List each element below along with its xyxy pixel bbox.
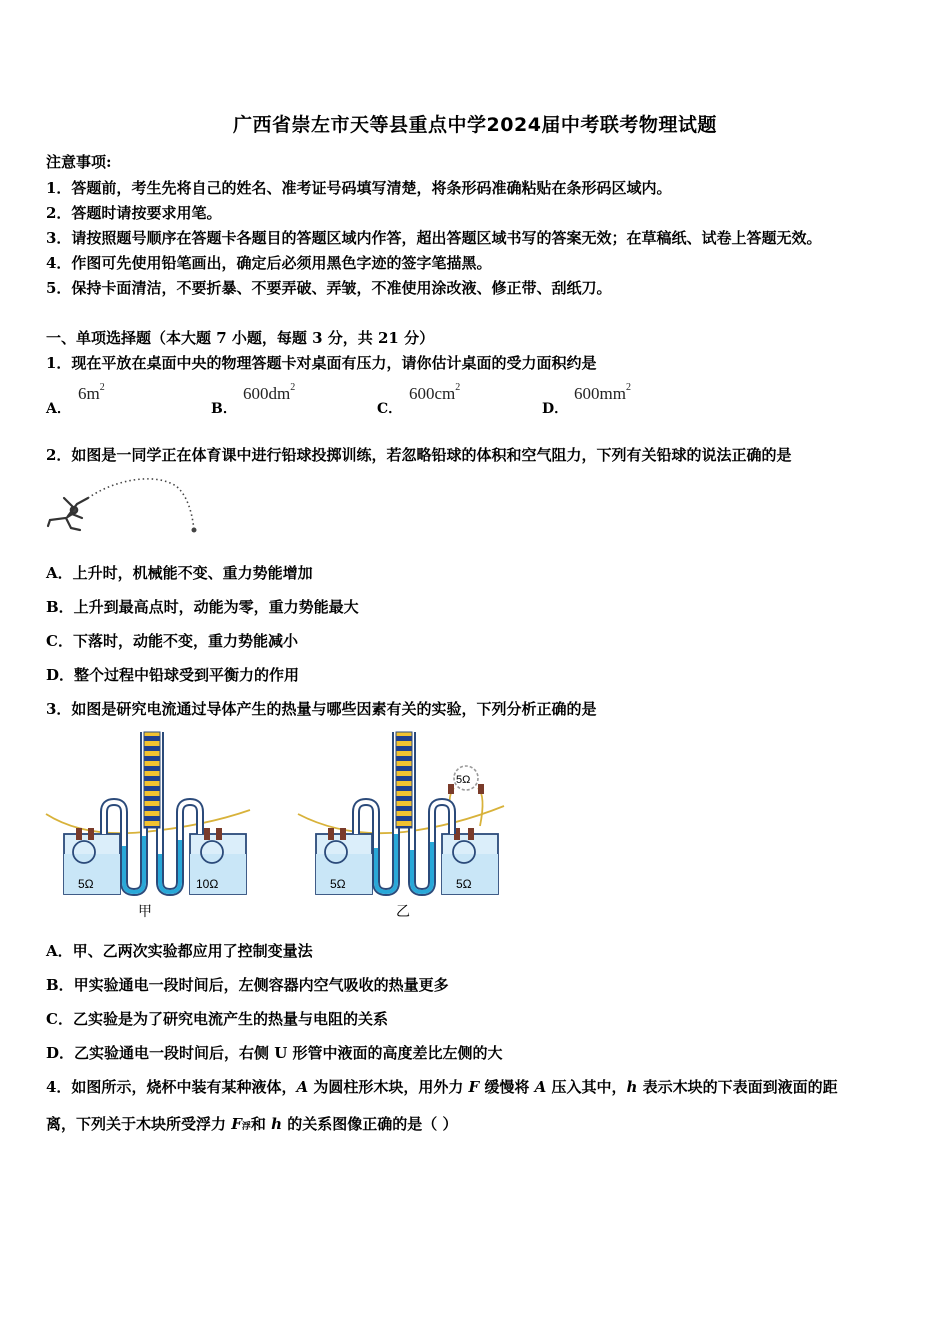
athlete-icon — [48, 498, 88, 530]
question-3-option-c[interactable]: C．乙实验是为了研究电流产生的热量与电阻的关系 — [46, 1010, 388, 1028]
question-2-option-c[interactable]: C．下落时，动能不变，重力势能减小 — [46, 632, 298, 650]
question-3-option-b[interactable]: B．甲实验通电一段时间后，左侧容器内空气吸收的热量更多 — [46, 976, 449, 994]
question-4-stem-line1: 4．如图所示，烧杯中装有某种液体，A 为圆柱形木块，用外力 F 缓慢将 A 压入其中，h 表示木块的下表面到液面的距 — [46, 1078, 838, 1096]
question-2-option-d[interactable]: D．整个过程中铅球受到平衡力的作用 — [46, 666, 300, 684]
setup-jia — [46, 732, 250, 920]
notice-item: 4．作图可先使用铅笔画出，确定后必须用黑色字迹的签字笔描黑。 — [46, 254, 492, 272]
svg-text:5Ω: 5Ω — [330, 877, 346, 891]
question-1-stem: 1．现在平放在桌面中央的物理答题卡对桌面有压力，请你估计桌面的受力面积约是 — [46, 354, 597, 372]
question-2-stem: 2．如图是一同学正在体育课中进行铅球投掷训练，若忽略铅球的体积和空气阻力，下列有关铅球的说法正确的是 — [46, 446, 792, 464]
notice-heading: 注意事项: — [46, 153, 112, 171]
question-1-options: A． $6m^2$ B． $600dm^2$ C． $600cm^2$ D． $600mm^2$ — [46, 382, 631, 417]
trajectory-path — [88, 479, 194, 530]
setup-yi — [298, 732, 504, 920]
svg-text:甲: 甲 — [138, 904, 152, 920]
svg-text:5Ω: 5Ω — [456, 774, 471, 786]
question-3-stem: 3．如图是研究电流通过导体产生的热量与哪些因素有关的实验，下列分析正确的是 — [46, 700, 597, 718]
question-2-option-b[interactable]: B．上升到最高点时，动能为零，重力势能最大 — [46, 598, 359, 616]
shot-put-figure — [44, 474, 204, 536]
svg-text:5Ω: 5Ω — [78, 877, 94, 891]
notice-item: 3．请按照题号顺序在答题卡各题目的答题区域内作答，超出答题区域书写的答案无效；在草稿纸、试卷上答题无效。 — [46, 229, 822, 247]
notice-item: 5．保持卡面清洁，不要折暴、不要弄破、弄皱，不准使用涂改液、修正带、刮纸刀。 — [46, 279, 612, 297]
svg-text:10Ω: 10Ω — [196, 877, 219, 891]
question-3-option-d[interactable]: D．乙实验通电一段时间后，右侧 U 形管中液面的高度差比左侧的大 — [46, 1044, 503, 1062]
joule-heating-figure — [44, 726, 514, 922]
question-4-stem-line2: 离，下列关于木块所受浮力 F浮和 h 的关系图像正确的是（ ） — [46, 1115, 458, 1133]
question-3-option-a[interactable]: A．甲、乙两次实验都应用了控制变量法 — [46, 942, 313, 960]
question-2-option-a[interactable]: A．上升时，机械能不变、重力势能增加 — [46, 564, 313, 582]
notice-item: 2．答题时请按要求用笔。 — [46, 204, 222, 222]
shot-put-ball — [192, 528, 197, 533]
section-heading: 一、单项选择题（本大题 7 小题，每题 3 分，共 21 分） — [46, 329, 435, 347]
svg-text:乙: 乙 — [396, 904, 410, 920]
notice-item: 1．答题前，考生先将自己的姓名、准考证号码填写清楚，将条形码准确粘贴在条形码区域内。 — [46, 179, 672, 197]
svg-text:5Ω: 5Ω — [456, 877, 472, 891]
page-title: 广西省崇左市天等县重点中学2024届中考联考物理试题 — [233, 114, 717, 136]
